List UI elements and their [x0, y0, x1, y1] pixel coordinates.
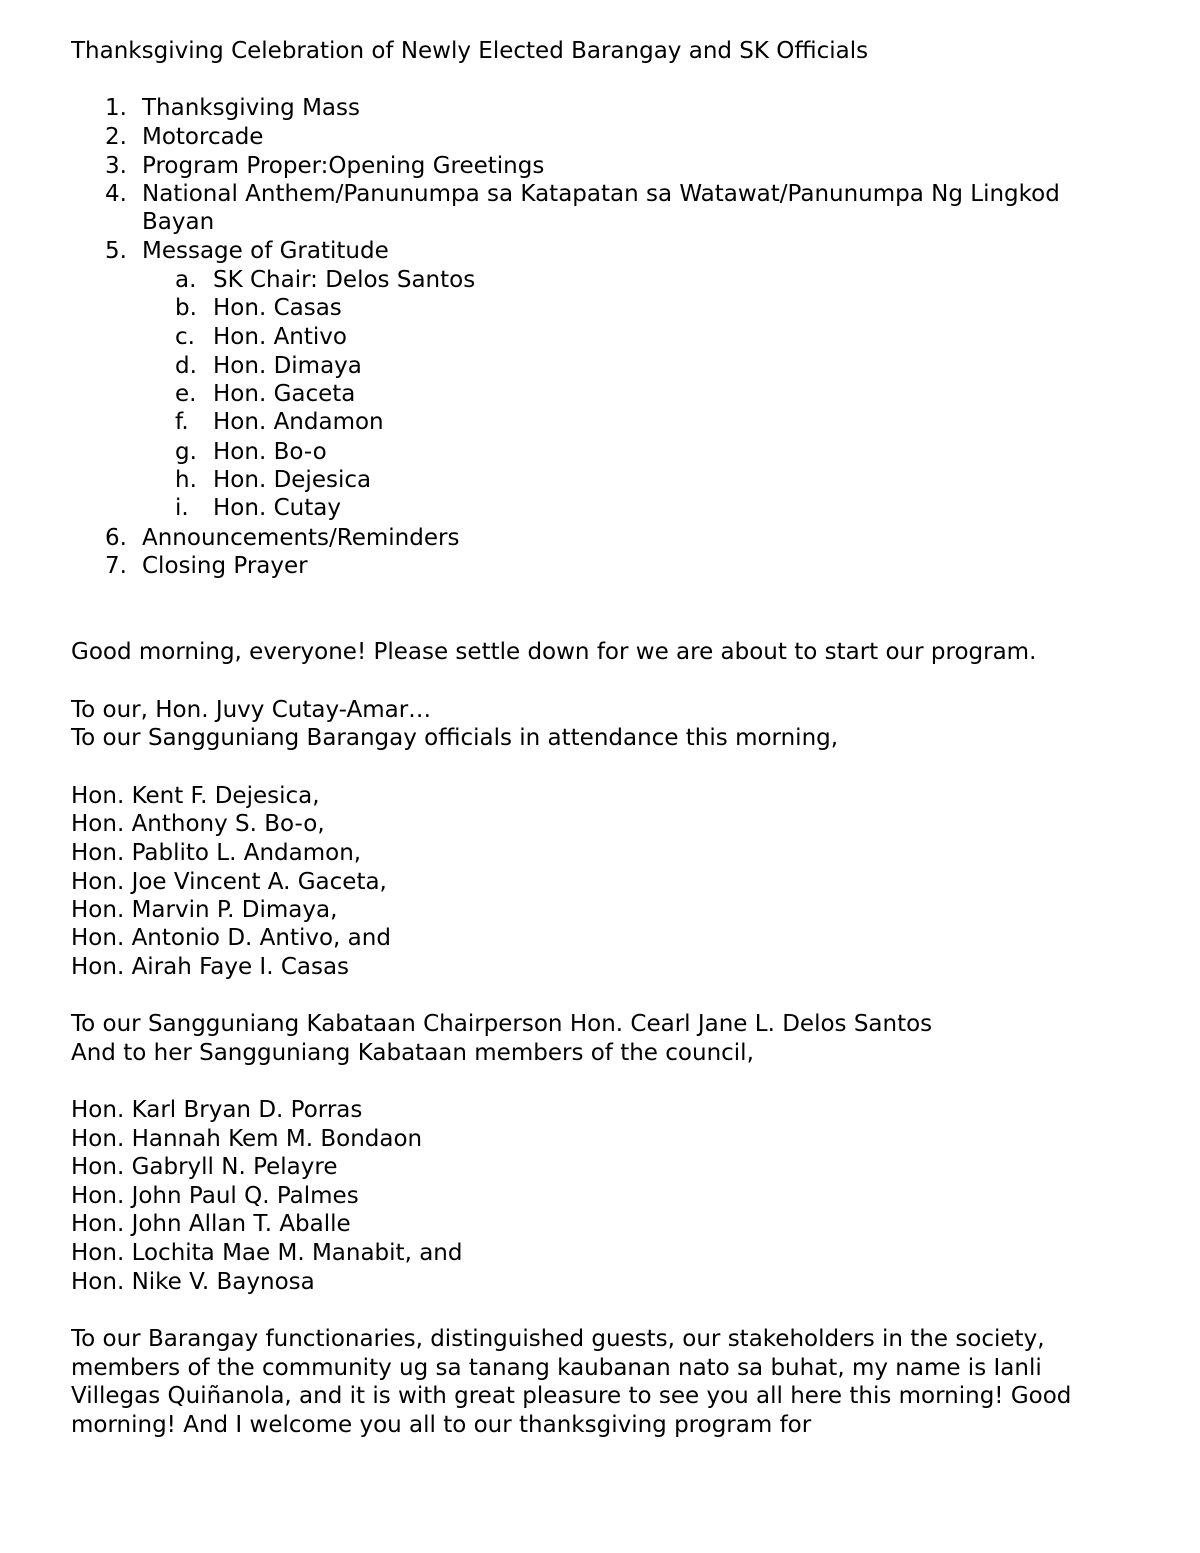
list-item: [0, 152, 1200, 180]
official-name: Hon. Anthony S. Bo-o,: [71, 811, 325, 837]
sub-list-letter: g.: [175, 439, 197, 465]
sub-list-item: [0, 494, 1200, 522]
paragraph-line: Villegas Quiñanola, and it is with great pleasure to see you all here this morning! Good: [71, 1383, 1072, 1409]
sub-list-text: Hon. Antivo: [213, 324, 347, 350]
sub-list-item: [0, 266, 1200, 294]
list-number: 3.: [105, 153, 127, 179]
sub-list-letter: b.: [175, 295, 197, 321]
list-number: 5.: [105, 238, 127, 264]
official-name: Hon. Antonio D. Antivo, and: [71, 925, 391, 951]
list-number: 4.: [105, 181, 127, 207]
paragraph-line: To our Barangay functionaries, distinguished guests, our stakeholders in the society,: [71, 1326, 1045, 1352]
list-text: Announcements/Reminders: [142, 525, 460, 551]
sub-list-text: SK Chair: Delos Santos: [213, 267, 476, 293]
member-name: Hon. John Paul Q. Palmes: [71, 1183, 359, 1209]
list-item: [0, 123, 1200, 151]
list-text: Program Proper:Opening Greetings: [142, 153, 545, 179]
list-number: 1.: [105, 95, 127, 121]
salutation-line: To our, Hon. Juvy Cutay-Amar…: [71, 697, 432, 723]
greeting-paragraph: Good morning, everyone! Please settle down for we are about to start our program.: [71, 639, 1037, 665]
sub-list-item: [0, 408, 1200, 436]
sub-list-item: [0, 466, 1200, 494]
salutation-line: And to her Sangguniang Kabataan members of the council,: [71, 1040, 754, 1066]
official-name: Hon. Pablito L. Andamon,: [71, 840, 362, 866]
list-item: [0, 94, 1200, 122]
member-name: Hon. Karl Bryan D. Porras: [71, 1097, 363, 1123]
sub-list-text: Hon. Dimaya: [213, 353, 362, 379]
sub-list-text: Hon. Gaceta: [213, 381, 356, 407]
list-text: Message of Gratitude: [142, 238, 389, 264]
official-name: Hon. Joe Vincent A. Gaceta,: [71, 869, 387, 895]
list-item-continuation: [0, 208, 1200, 236]
list-text: Bayan: [142, 209, 215, 235]
list-item: [0, 237, 1200, 265]
paragraph-line: members of the community ug sa tanang kaubanan nato sa buhat, my name is Ianli: [71, 1355, 1042, 1381]
list-text: Closing Prayer: [142, 553, 308, 579]
list-text: Thanksgiving Mass: [142, 95, 360, 121]
member-name: Hon. John Allan T. Aballe: [71, 1211, 351, 1237]
list-number: 6.: [105, 525, 127, 551]
official-name: Hon. Marvin P. Dimaya,: [71, 897, 338, 923]
list-item: [0, 180, 1200, 208]
salutation-line: To our Sangguniang Kabataan Chairperson Hon. Cearl Jane L. Delos Santos: [71, 1011, 933, 1037]
list-number: 7.: [105, 553, 127, 579]
sub-list-letter: c.: [175, 324, 195, 350]
sub-list-item: [0, 438, 1200, 466]
list-number: 2.: [105, 124, 127, 150]
member-name: Hon. Lochita Mae M. Manabit, and: [71, 1240, 463, 1266]
salutation-line: To our Sangguniang Barangay officials in attendance this morning,: [71, 725, 839, 751]
sub-list-item: [0, 323, 1200, 351]
sub-list-letter: i.: [175, 495, 189, 521]
list-text: National Anthem/Panunumpa sa Katapatan sa Watawat/Panunumpa Ng Lingkod: [142, 181, 1060, 207]
sub-list-item: [0, 380, 1200, 408]
list-text: Motorcade: [142, 124, 264, 150]
document-title: Thanksgiving Celebration of Newly Elected Barangay and SK Officials: [71, 38, 869, 64]
sub-list-text: Hon. Cutay: [213, 495, 341, 521]
sub-list-item: [0, 294, 1200, 322]
list-item: [0, 552, 1200, 580]
member-name: Hon. Hannah Kem M. Bondaon: [71, 1126, 423, 1152]
sub-list-text: Hon. Casas: [213, 295, 342, 321]
sub-list-letter: h.: [175, 467, 197, 493]
sub-list-text: Hon. Andamon: [213, 409, 384, 435]
sub-list-letter: d.: [175, 353, 197, 379]
official-name: Hon. Kent F. Dejesica,: [71, 783, 320, 809]
sub-list-letter: a.: [175, 267, 197, 293]
list-item: [0, 524, 1200, 552]
sub-list-text: Hon. Dejesica: [213, 467, 372, 493]
member-name: Hon. Gabryll N. Pelayre: [71, 1154, 338, 1180]
paragraph-line: morning! And I welcome you all to our thanksgiving program for: [71, 1412, 812, 1438]
sub-list-text: Hon. Bo-o: [213, 439, 327, 465]
sub-list-item: [0, 352, 1200, 380]
sub-list-letter: e.: [175, 381, 197, 407]
sub-list-letter: f.: [175, 409, 189, 435]
official-name: Hon. Airah Faye I. Casas: [71, 954, 350, 980]
member-name: Hon. Nike V. Baynosa: [71, 1269, 315, 1295]
